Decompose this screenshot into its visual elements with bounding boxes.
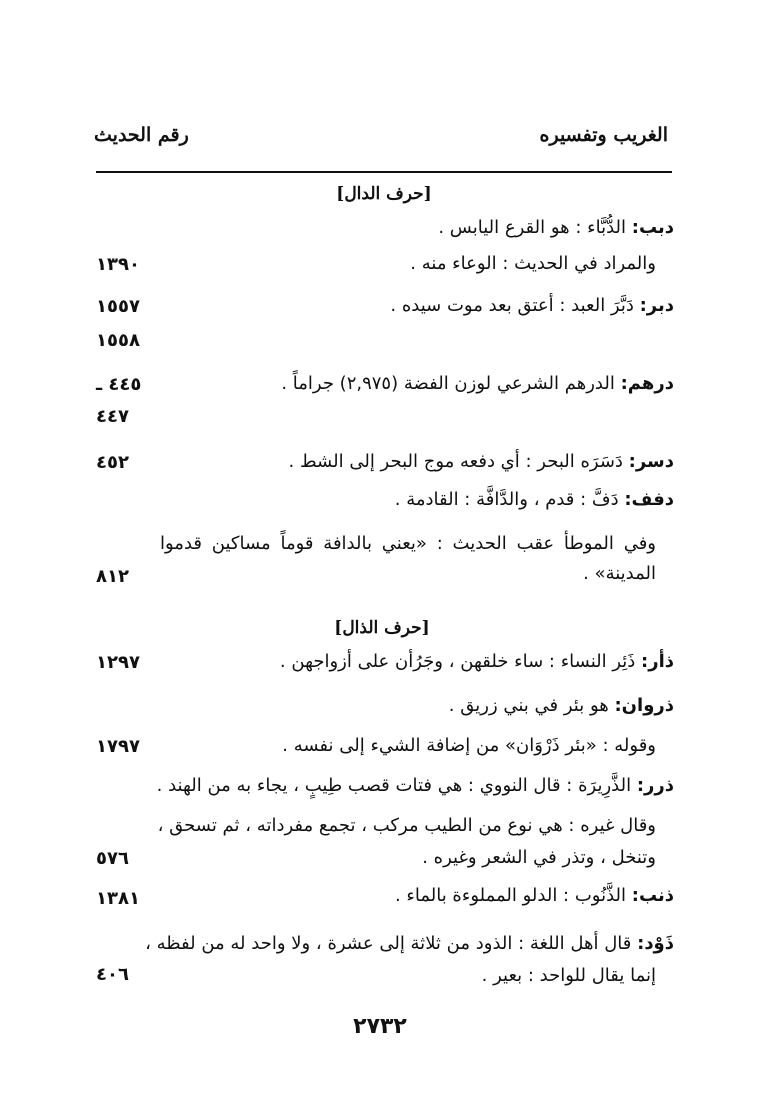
- hadith-number: ٥٧٦: [96, 848, 129, 869]
- entry-dharwan-line-2: وقوله : «بئر ذَرْوَان» من إضافة الشيء إلى نفسه .: [282, 735, 656, 756]
- hadith-number: ١٢٩٧: [96, 652, 140, 673]
- entry-dharr-definition: الذَّرِيرَة : قال النووي : هي فتات قصب طِيبٍ ، يجاء به من الهند .: [156, 775, 637, 796]
- hadith-number-column-header: رقم الحديث: [94, 124, 189, 146]
- entry-dff-root: دفف:: [624, 489, 674, 510]
- entry-dharr-line-3: وتنخل ، وتذر في الشعر وغيره .: [422, 847, 656, 868]
- entry-dbb-line-2: والمراد في الحديث : الوعاء منه .: [410, 253, 656, 274]
- entry-dhanab-root: ذنب:: [631, 885, 674, 906]
- entry-dharwan: [449, 694, 674, 718]
- hadith-number: ١٣٨١: [96, 888, 140, 909]
- entry-dbb-definition: الدُّبَّاء : هو القرع اليابس .: [438, 217, 632, 238]
- entry-dsr: [289, 450, 674, 474]
- entry-dhawd-root: ذَوْد:: [637, 933, 674, 954]
- page-number: ٢٧٣٢: [353, 1014, 407, 1039]
- entry-dharwan-root: ذروان:: [614, 695, 674, 716]
- hadith-number: ١٥٥٨: [96, 330, 140, 351]
- entry-dbr-definition: دَبَّرَ العبد : أعتق بعد موت سيده .: [390, 295, 640, 316]
- entry-dhar-definition: ذَئِر النساء : ساء خلقهن ، وجَرُأن على أزواجهن .: [279, 651, 642, 672]
- entry-dsr-definition: دَسَرَه البحر : أي دفعه موج البحر إلى الشط .: [288, 451, 629, 472]
- hadith-number: ١٧٩٧: [96, 736, 140, 757]
- entry-dff-line-2: وفي الموطأ عقب الحديث : «يعني بالدافة قوماً مساكين قدموا: [160, 533, 656, 554]
- section-title-dhal: [حرف الذال]: [334, 618, 430, 638]
- entry-drhm-root: درهم:: [620, 373, 674, 394]
- hadith-number: ١٣٩٠: [96, 254, 140, 275]
- entry-dharr: [157, 774, 674, 798]
- running-header-title: الغريب وتفسيره: [539, 124, 668, 146]
- entry-dbb-root: دبب:: [631, 217, 674, 238]
- entry-dbr: [390, 294, 674, 318]
- hadith-number: ٤٤٥ ـ: [96, 374, 142, 395]
- entry-dharr-root: ذرر:: [636, 775, 674, 796]
- entry-dhar: [280, 650, 674, 674]
- entry-dhanab: [395, 884, 674, 908]
- hadith-number: ٤٥٢: [96, 452, 129, 473]
- hadith-number: ١٥٥٧: [96, 296, 140, 317]
- entry-drhm: [281, 372, 674, 396]
- hadith-number: ٨١٢: [96, 566, 129, 587]
- entry-dff: [395, 488, 674, 512]
- entry-dhanab-definition: الذَّنُوب : الدلو المملوءة بالماء .: [394, 885, 632, 906]
- entry-dharr-line-2: وقال غيره : هي نوع من الطيب مركب ، تجمع مفرداته ، ثم تسحق ،: [157, 815, 656, 836]
- entry-dhawd: [145, 932, 674, 956]
- entry-dharwan-definition: هو بئر في بني زريق .: [448, 695, 615, 716]
- entry-dbb: [438, 216, 674, 240]
- entry-dff-definition: دَفَّ : قدم ، والدَّافَّة : القادمة .: [394, 489, 625, 510]
- entry-dhar-root: ذأر:: [641, 651, 674, 672]
- hadith-number: ٤٤٧: [96, 406, 129, 427]
- entry-dff-line-3: المدينة» .: [583, 563, 656, 584]
- header-rule: [96, 171, 672, 173]
- section-title-dal: [حرف الدال]: [336, 184, 432, 204]
- hadith-number: ٤٠٦: [96, 964, 129, 985]
- entry-drhm-definition: الدرهم الشرعي لوزن الفضة (٢,٩٧٥) جراماً .: [281, 373, 621, 394]
- entry-dhawd-line-2: إنما يقال للواحد : بعير .: [481, 965, 656, 986]
- entry-dhawd-definition: قال أهل اللغة : الذود من ثلاثة إلى عشرة ، ولا واحد له من لفظه ،: [145, 933, 638, 954]
- entry-dbr-root: دبر:: [639, 295, 674, 316]
- entry-dsr-root: دسر:: [628, 451, 674, 472]
